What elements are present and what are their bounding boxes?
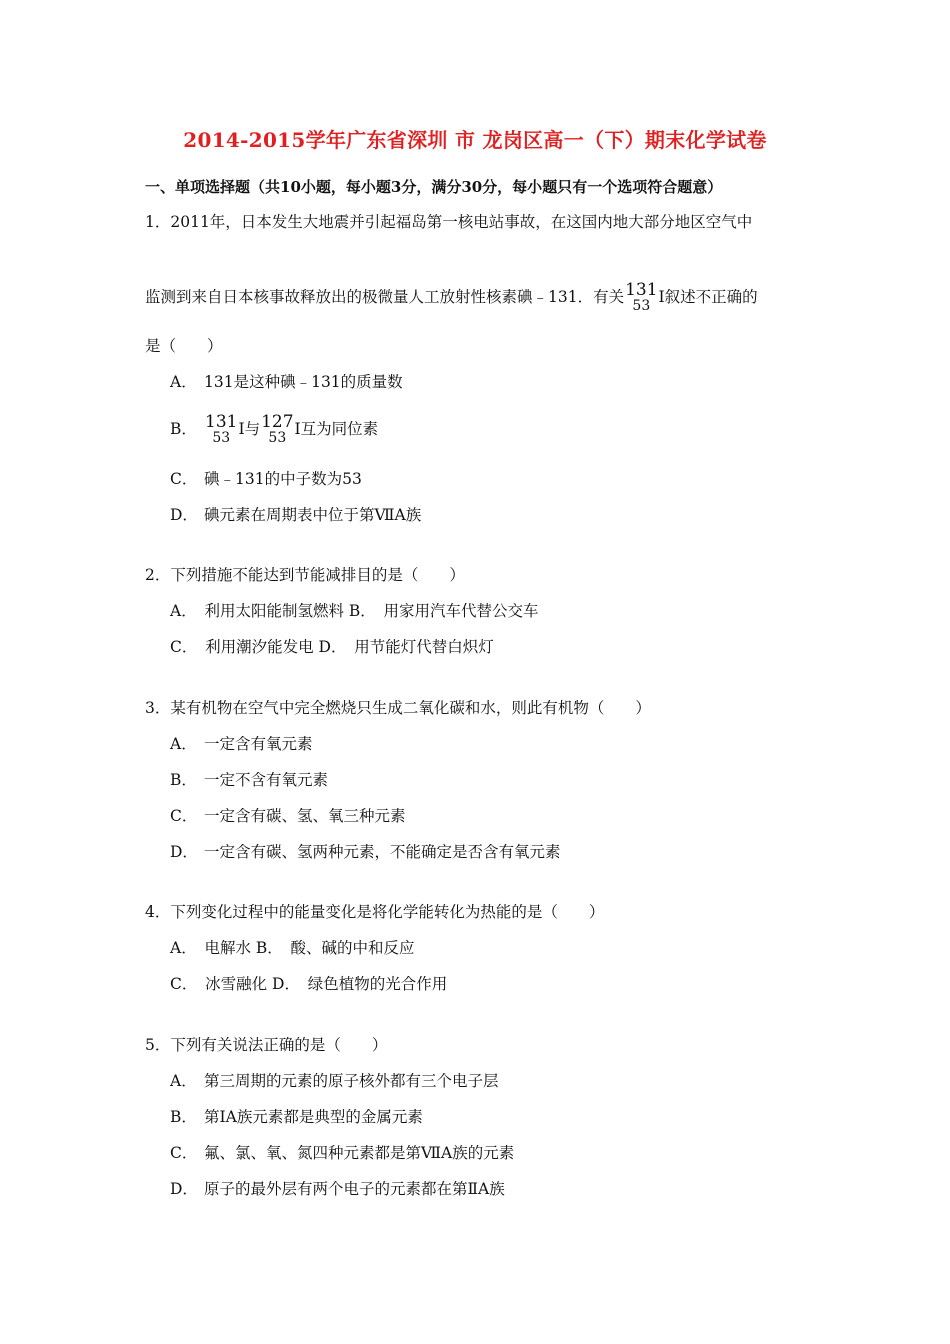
q1-stem-line2-post: 叙述不正确的	[664, 288, 758, 306]
q5-option-b: B． 第ⅠA族元素都是典型的金属元素	[170, 1108, 423, 1126]
q1-stem-line2-pre: 监测到来自日本核事故释放出的极微量人工放射性核素碘﹣131．有关	[145, 288, 625, 306]
q1-option-c: C． 碘﹣131的中子数为53	[170, 470, 362, 488]
q1-stem-line2: 监测到来自日本核事故释放出的极微量人工放射性核素碘﹣131．有关 131 53 I叙述不正确的	[145, 280, 758, 314]
q1-option-b: B． 131 53 I与 127 53 I互为同位素	[170, 412, 379, 446]
isotope-i131: 131 53	[625, 280, 658, 314]
q1-option-d: D． 碘元素在周期表中位于第ⅦA族	[170, 506, 422, 524]
q2-options-row2: C． 利用潮汐能发电 D． 用节能灯代替白炽灯	[170, 638, 494, 656]
q5-stem: 5．下列有关说法正确的是（ ）	[145, 1036, 388, 1054]
q3-option-d: D． 一定含有碳、氢两种元素，不能确定是否含有氧元素	[170, 843, 561, 861]
q1-stem-line1: 1．2011年，日本发生大地震并引起福岛第一核电站事故，在这国内地大部分地区空气中	[145, 213, 753, 231]
q4-stem: 4．下列变化过程中的能量变化是将化学能转化为热能的是（ ）	[145, 903, 605, 921]
q3-option-a: A． 一定含有氧元素	[170, 735, 313, 753]
q5-option-c: C． 氟、氯、氧、氮四种元素都是第ⅦA族的元素	[170, 1144, 515, 1162]
isotope-i127: 127 53	[261, 412, 294, 446]
exam-title: 2014-2015学年广东省深圳 市 龙岗区高一（下）期末化学试卷	[183, 128, 767, 152]
q5-option-a: A． 第三周期的元素的原子核外都有三个电子层	[170, 1072, 499, 1090]
q3-option-b: B． 一定不含有氧元素	[170, 771, 329, 789]
isotope-i131: 131 53	[205, 412, 238, 446]
q3-stem: 3．某有机物在空气中完全燃烧只生成二氧化碳和水，则此有机物（ ）	[145, 699, 651, 717]
q2-options-row1: A． 利用太阳能制氢燃料 B． 用家用汽车代替公交车	[170, 602, 539, 620]
section-heading: 一、单项选择题（共10小题，每小题3分，满分30分，每小题只有一个选项符合题意）	[145, 178, 723, 196]
q1-option-a: A． 131是这种碘﹣131的质量数	[170, 373, 403, 391]
q4-options-row2: C． 冰雪融化 D． 绿色植物的光合作用	[170, 975, 448, 993]
q2-stem: 2．下列措施不能达到节能减排目的是（ ）	[145, 566, 465, 584]
q3-option-c: C． 一定含有碳、氢、氧三种元素	[170, 807, 406, 825]
q4-options-row1: A． 电解水 B． 酸、碱的中和反应	[170, 939, 415, 957]
q5-option-d: D． 原子的最外层有两个电子的元素都在第ⅡA族	[170, 1180, 505, 1198]
q1-stem-line3: 是（ ）	[145, 337, 223, 355]
